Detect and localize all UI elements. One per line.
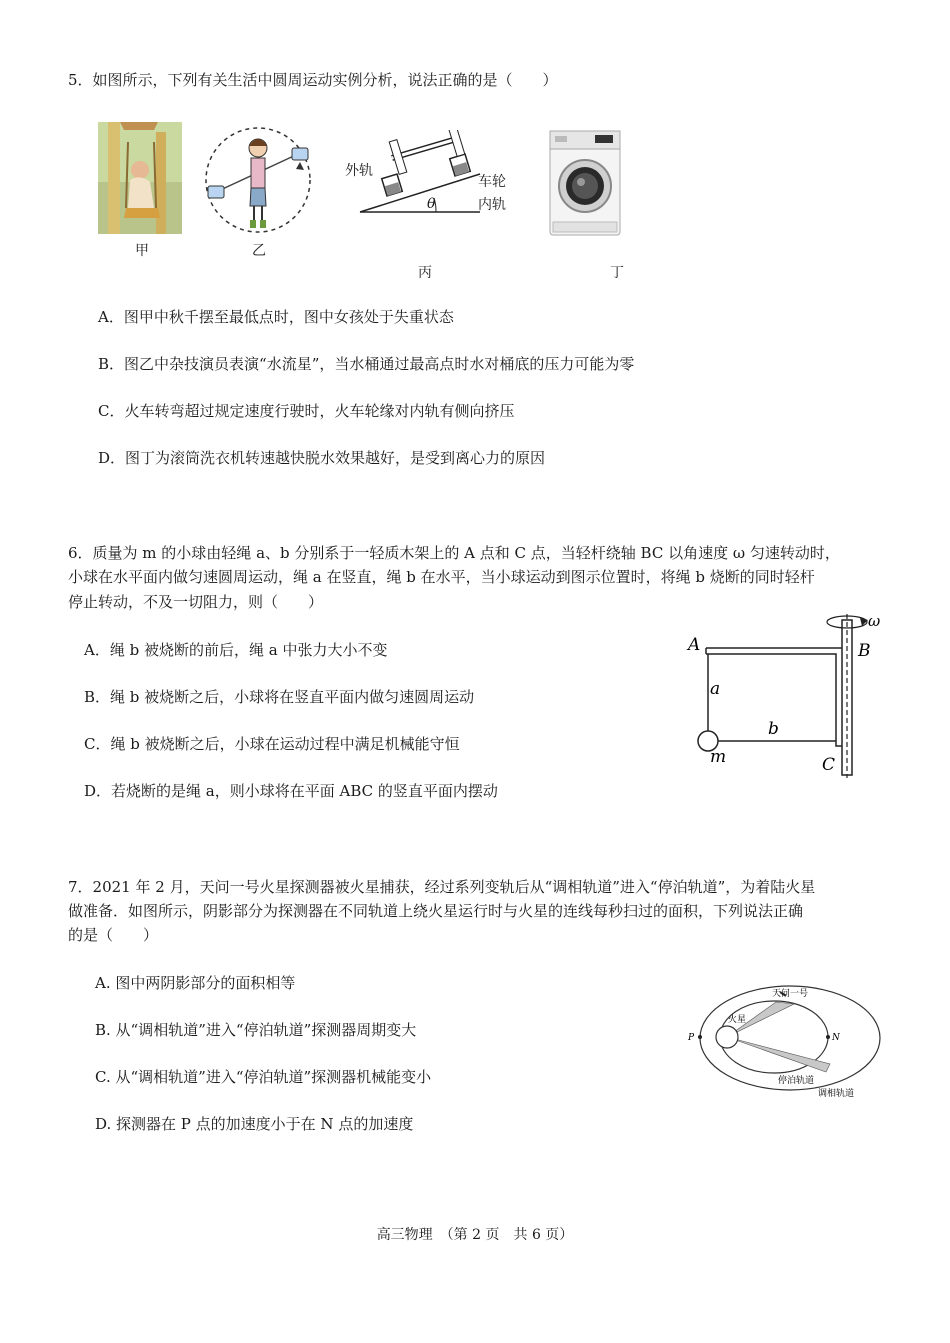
q5-option-b: B．图乙中杂技演员表演“水流星”，当水桶通过最高点时水对桶底的压力可能为零 [98,355,635,373]
point-c-label: C [822,755,836,775]
q5-option-a: A．图甲中秋千摆至最低点时，图中女孩处于失重状态 [98,308,454,326]
q5-stem: 5．如图所示，下列有关生活中圆周运动实例分析，说法正确的是（ ） [68,71,558,89]
washing-machine-figure [549,130,621,236]
point-n-label: N [832,1033,840,1043]
q6-option-a: A．绳 b 被烧断的前后，绳 a 中张力大小不变 [84,641,388,659]
q6-stem-line-1: 6．质量为 m 的小球由轻绳 a、b 分别系于一轻质木架上的 A 点和 C 点，当轻杆绕轴 BC 以角速度 ω 匀速转动时， [68,544,840,562]
q7-option-a: A. 图中两阴影部分的面积相等 [95,974,296,992]
probe-label: 天问一号 [772,989,809,999]
water-meteor-figure [200,122,316,238]
page-footer: 高三物理 （第 2 页 共 6 页） [376,1227,574,1243]
q5-option-d: D．图丁为滚筒洗衣机转速越快脱水效果越好，是受到离心力的原因 [98,449,546,467]
outer-rail-label: 外轨 [345,163,373,179]
theta-label: θ [427,196,436,212]
q6-option-b: B．绳 b 被烧断之后，小球将在竖直平面内做匀速圆周运动 [84,688,475,706]
q5-option-c: C．火车转弯超过规定速度行驶时，火车轮缘对内轨有侧向挤压 [98,402,515,420]
q6-stem-line-2: 小球在水平面内做匀速圆周运动，绳 a 在竖直，绳 b 在水平，当小球运动到图示位置时，将绳 b 烧断的同时轻杆 [68,568,815,586]
q6-stem-line-3: 停止转动，不及一切阻力，则（ ） [68,593,324,611]
point-a-label: A [688,635,701,655]
q7-stem-line-1: 7．2021 年 2 月，天问一号火星探测器被火星捕获，经过系列变轨后从“调相轨道”进入“停泊轨道”，为着陆火星 [68,878,816,896]
rope-a-label: a [710,679,721,699]
point-b-label: B [858,641,871,661]
swing-photo [98,122,182,234]
mars-label: 火星 [728,1015,747,1025]
mass-m-label: m [710,747,727,767]
figure-label-ding: 丁 [610,265,624,281]
rotating-frame-figure [680,610,890,785]
phasing-orbit-label: 调相轨道 [818,1089,855,1098]
omega-label: ω [868,612,881,630]
q7-stem-line-3: 的是（ ） [68,926,159,944]
figure-label-jia: 甲 [135,243,149,259]
q6-option-d: D．若烧断的是绳 a，则小球将在平面 ABC 的竖直平面内摆动 [84,782,498,800]
point-p-label: P [688,1033,695,1043]
q7-option-b: B. 从“调相轨道”进入“停泊轨道”探测器周期变大 [95,1021,417,1039]
q7-option-c: C. 从“调相轨道”进入“停泊轨道”探测器机械能变小 [95,1068,432,1086]
parking-orbit-label: 停泊轨道 [778,1076,815,1086]
wheel-label: 车轮 [478,174,506,190]
q7-option-d: D. 探测器在 P 点的加速度小于在 N 点的加速度 [95,1115,414,1133]
mars-orbit-figure [680,982,886,1098]
rope-b-label: b [768,719,779,739]
figure-label-bing: 丙 [418,265,432,281]
q7-stem-line-2: 做准备．如图所示，阴影部分为探测器在不同轨道上绕火星运行时与火星的连线每秒扫过的面积，下列说法正确 [68,902,804,920]
figure-label-yi: 乙 [252,243,266,259]
q6-option-c: C．绳 b 被烧断之后，小球在运动过程中满足机械能守恒 [84,735,460,753]
inner-rail-label: 内轨 [478,197,506,213]
